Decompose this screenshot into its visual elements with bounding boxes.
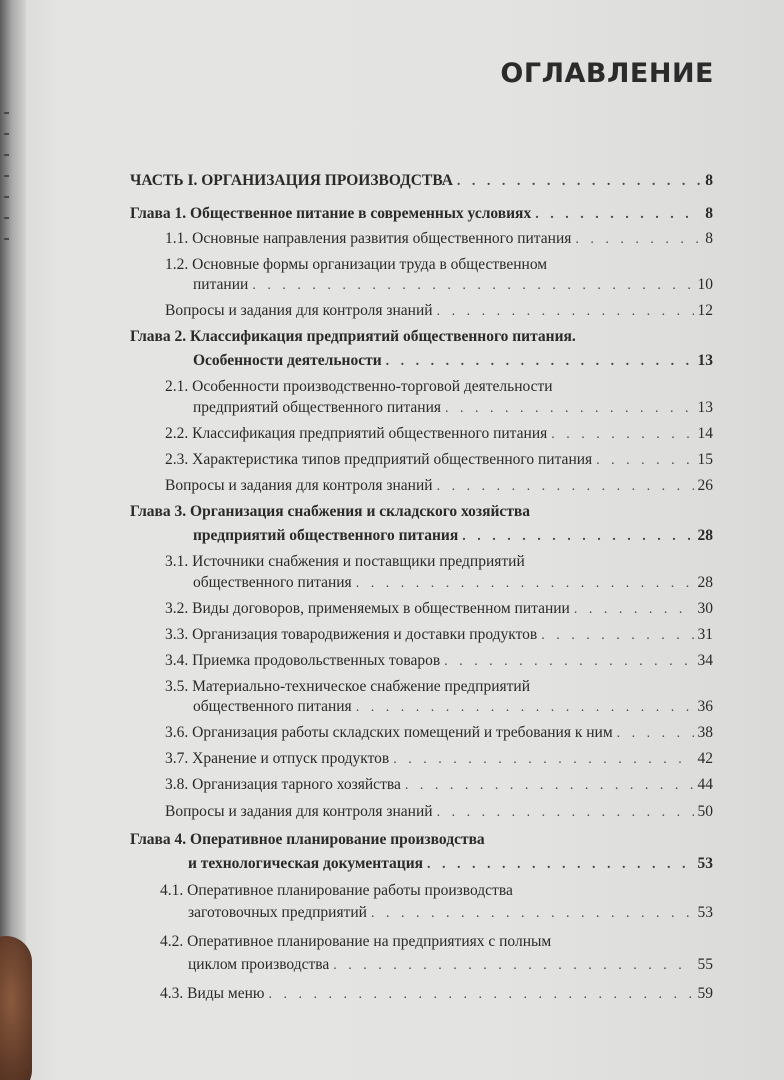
toc-chapter-3-page: 28 xyxy=(697,527,713,544)
toc-section-3-2[interactable] xyxy=(165,600,713,619)
dot-leader xyxy=(551,426,693,444)
dot-leader xyxy=(356,699,694,717)
dot-leader xyxy=(535,206,701,224)
toc-section-label: 3.7. Хранение и отпуск продуктов xyxy=(165,750,390,767)
toc-section-2-1-line1[interactable]: 2.1. Особенности производственно-торговой деятельности xyxy=(165,378,553,395)
toc-section-3-1[interactable] xyxy=(193,574,713,593)
dot-leader xyxy=(596,452,693,470)
toc-section-page: 50 xyxy=(697,803,713,820)
dot-leader xyxy=(437,804,694,822)
toc-section-4-2[interactable] xyxy=(188,956,713,975)
toc-section-label: 3.2. Виды договоров, применяемых в общественном питании xyxy=(165,600,570,617)
toc-section-label: 4.3. Виды меню xyxy=(160,985,265,1002)
toc-section-page: 53 xyxy=(697,904,713,921)
toc-section-page: 13 xyxy=(697,399,713,416)
toc-chapter-2[interactable] xyxy=(193,352,713,371)
dot-leader xyxy=(437,303,694,321)
dot-leader xyxy=(617,725,694,743)
toc-section-3-4[interactable] xyxy=(165,652,713,671)
toc-section-label: питании xyxy=(193,276,249,293)
toc-part-1-label: ЧАСТЬ I. ОРГАНИЗАЦИЯ ПРОИЗВОДСТВА xyxy=(130,172,453,189)
dot-leader xyxy=(462,528,693,546)
toc-section-label: предприятий общественного питания xyxy=(193,399,441,416)
dot-leader xyxy=(437,478,694,496)
thumb-holding-page xyxy=(0,936,32,1080)
toc-section-page: 28 xyxy=(697,574,713,591)
toc-part-1-page: 8 xyxy=(705,172,713,189)
toc-section-2-1[interactable] xyxy=(193,399,713,418)
dot-leader xyxy=(427,856,693,874)
dot-leader xyxy=(393,751,693,769)
toc-questions-2[interactable] xyxy=(165,477,713,496)
toc-questions-3[interactable] xyxy=(165,803,713,822)
dot-leader xyxy=(333,957,693,975)
dot-leader xyxy=(574,601,694,619)
toc-chapter-3-line1[interactable]: Глава 3. Организация снабжения и складского хозяйства xyxy=(130,503,531,520)
toc-section-page: 15 xyxy=(697,451,713,468)
toc-chapter-4[interactable] xyxy=(188,855,713,874)
toc-chapter-2-page: 13 xyxy=(697,352,713,369)
dot-leader xyxy=(269,986,694,1004)
dot-leader xyxy=(386,353,694,371)
toc-questions-1[interactable] xyxy=(165,302,713,321)
toc-section-label: Вопросы и задания для контроля знаний xyxy=(165,302,433,319)
dot-leader xyxy=(575,231,701,249)
toc-section-4-3[interactable] xyxy=(160,985,713,1004)
toc-section-label: 3.6. Организация работы складских помещений и требования к ним xyxy=(165,724,613,741)
toc-section-1-2-line1[interactable]: 1.2. Основные формы организации труда в общественном xyxy=(165,256,548,273)
toc-section-label: общественного питания xyxy=(193,698,352,715)
toc-section-3-1-line1[interactable]: 3.1. Источники снабжения и поставщики предприятий xyxy=(165,553,525,570)
toc-section-3-5[interactable] xyxy=(193,698,713,717)
dot-leader xyxy=(405,777,694,795)
toc-section-page: 38 xyxy=(697,724,713,741)
dot-leader xyxy=(444,653,693,671)
dot-leader xyxy=(371,905,694,923)
dot-leader xyxy=(445,400,694,418)
toc-section-page: 55 xyxy=(697,956,713,973)
toc-section-label: 3.4. Приемка продовольственных товаров xyxy=(165,652,441,669)
toc-chapter-1[interactable] xyxy=(130,205,713,224)
toc-section-4-1-line1[interactable]: 4.1. Оперативное планирование работы производства xyxy=(160,882,513,899)
toc-section-4-1[interactable] xyxy=(188,904,713,923)
toc-chapter-4-page: 53 xyxy=(697,855,713,872)
toc-section-label: Вопросы и задания для контроля знаний xyxy=(165,477,433,494)
page-title: ОГЛАВЛЕНИЕ xyxy=(500,58,714,89)
toc-section-page: 12 xyxy=(697,302,713,319)
toc-section-page: 44 xyxy=(697,776,713,793)
toc-section-1-1[interactable] xyxy=(165,230,713,249)
toc-section-label: общественного питания xyxy=(193,574,352,591)
toc-section-page: 26 xyxy=(697,477,713,494)
toc-section-page: 30 xyxy=(697,600,713,617)
toc-chapter-2-line1[interactable]: Глава 2. Классификация предприятий общественного питания. xyxy=(130,328,576,345)
toc-chapter-4-line1[interactable]: Глава 4. Оперативное планирование производства xyxy=(130,831,485,848)
toc-section-1-2[interactable] xyxy=(193,276,713,295)
toc-section-page: 42 xyxy=(697,750,713,767)
toc-section-2-2[interactable] xyxy=(165,425,713,444)
toc-chapter-2-label: Особенности деятельности xyxy=(193,352,382,369)
toc-section-2-3[interactable] xyxy=(165,451,713,470)
toc-chapter-3[interactable] xyxy=(193,527,713,546)
toc-section-page: 14 xyxy=(697,425,713,442)
toc-section-4-2-line1[interactable]: 4.2. Оперативное планирование на предприятиях с полным xyxy=(160,933,552,950)
toc-chapter-1-page: 8 xyxy=(705,205,713,222)
toc-chapter-3-label: предприятий общественного питания xyxy=(193,527,459,544)
toc-part-1[interactable] xyxy=(130,172,713,191)
toc-section-label: 3.8. Организация тарного хозяйства xyxy=(165,776,401,793)
dot-leader xyxy=(457,173,701,191)
toc-chapter-1-label: Глава 1. Общественное питание в современных условиях xyxy=(130,205,532,222)
toc-section-label: циклом производства xyxy=(188,956,330,973)
toc-section-page: 8 xyxy=(705,230,713,247)
toc-section-3-5-line1[interactable]: 3.5. Материально-техническое снабжение предприятий xyxy=(165,678,530,695)
dot-leader xyxy=(356,575,694,593)
toc-section-3-6[interactable] xyxy=(165,724,713,743)
toc-section-page: 59 xyxy=(697,985,713,1002)
toc-section-label: 1.1. Основные направления развития общественного питания xyxy=(165,230,572,247)
toc-section-label: Вопросы и задания для контроля знаний xyxy=(165,803,433,820)
toc-section-3-8[interactable] xyxy=(165,776,713,795)
toc-chapter-4-label: и технологическая документация xyxy=(188,855,424,872)
toc-section-3-7[interactable] xyxy=(165,750,713,769)
dot-leader xyxy=(541,627,693,645)
toc-section-page: 10 xyxy=(697,276,713,293)
toc-section-label: 2.3. Характеристика типов предприятий общественного питания xyxy=(165,451,593,468)
toc-section-label: 3.3. Организация товародвижения и доставки продуктов xyxy=(165,626,538,643)
toc-section-page: 34 xyxy=(697,652,713,669)
toc-section-page: 31 xyxy=(697,626,713,643)
dot-leader xyxy=(252,277,693,295)
toc-section-label: заготовочных предприятий xyxy=(188,904,367,921)
toc-section-3-3[interactable] xyxy=(165,626,713,645)
toc-section-label: 2.2. Классификация предприятий общественного питания xyxy=(165,425,548,442)
toc-section-page: 36 xyxy=(697,698,713,715)
